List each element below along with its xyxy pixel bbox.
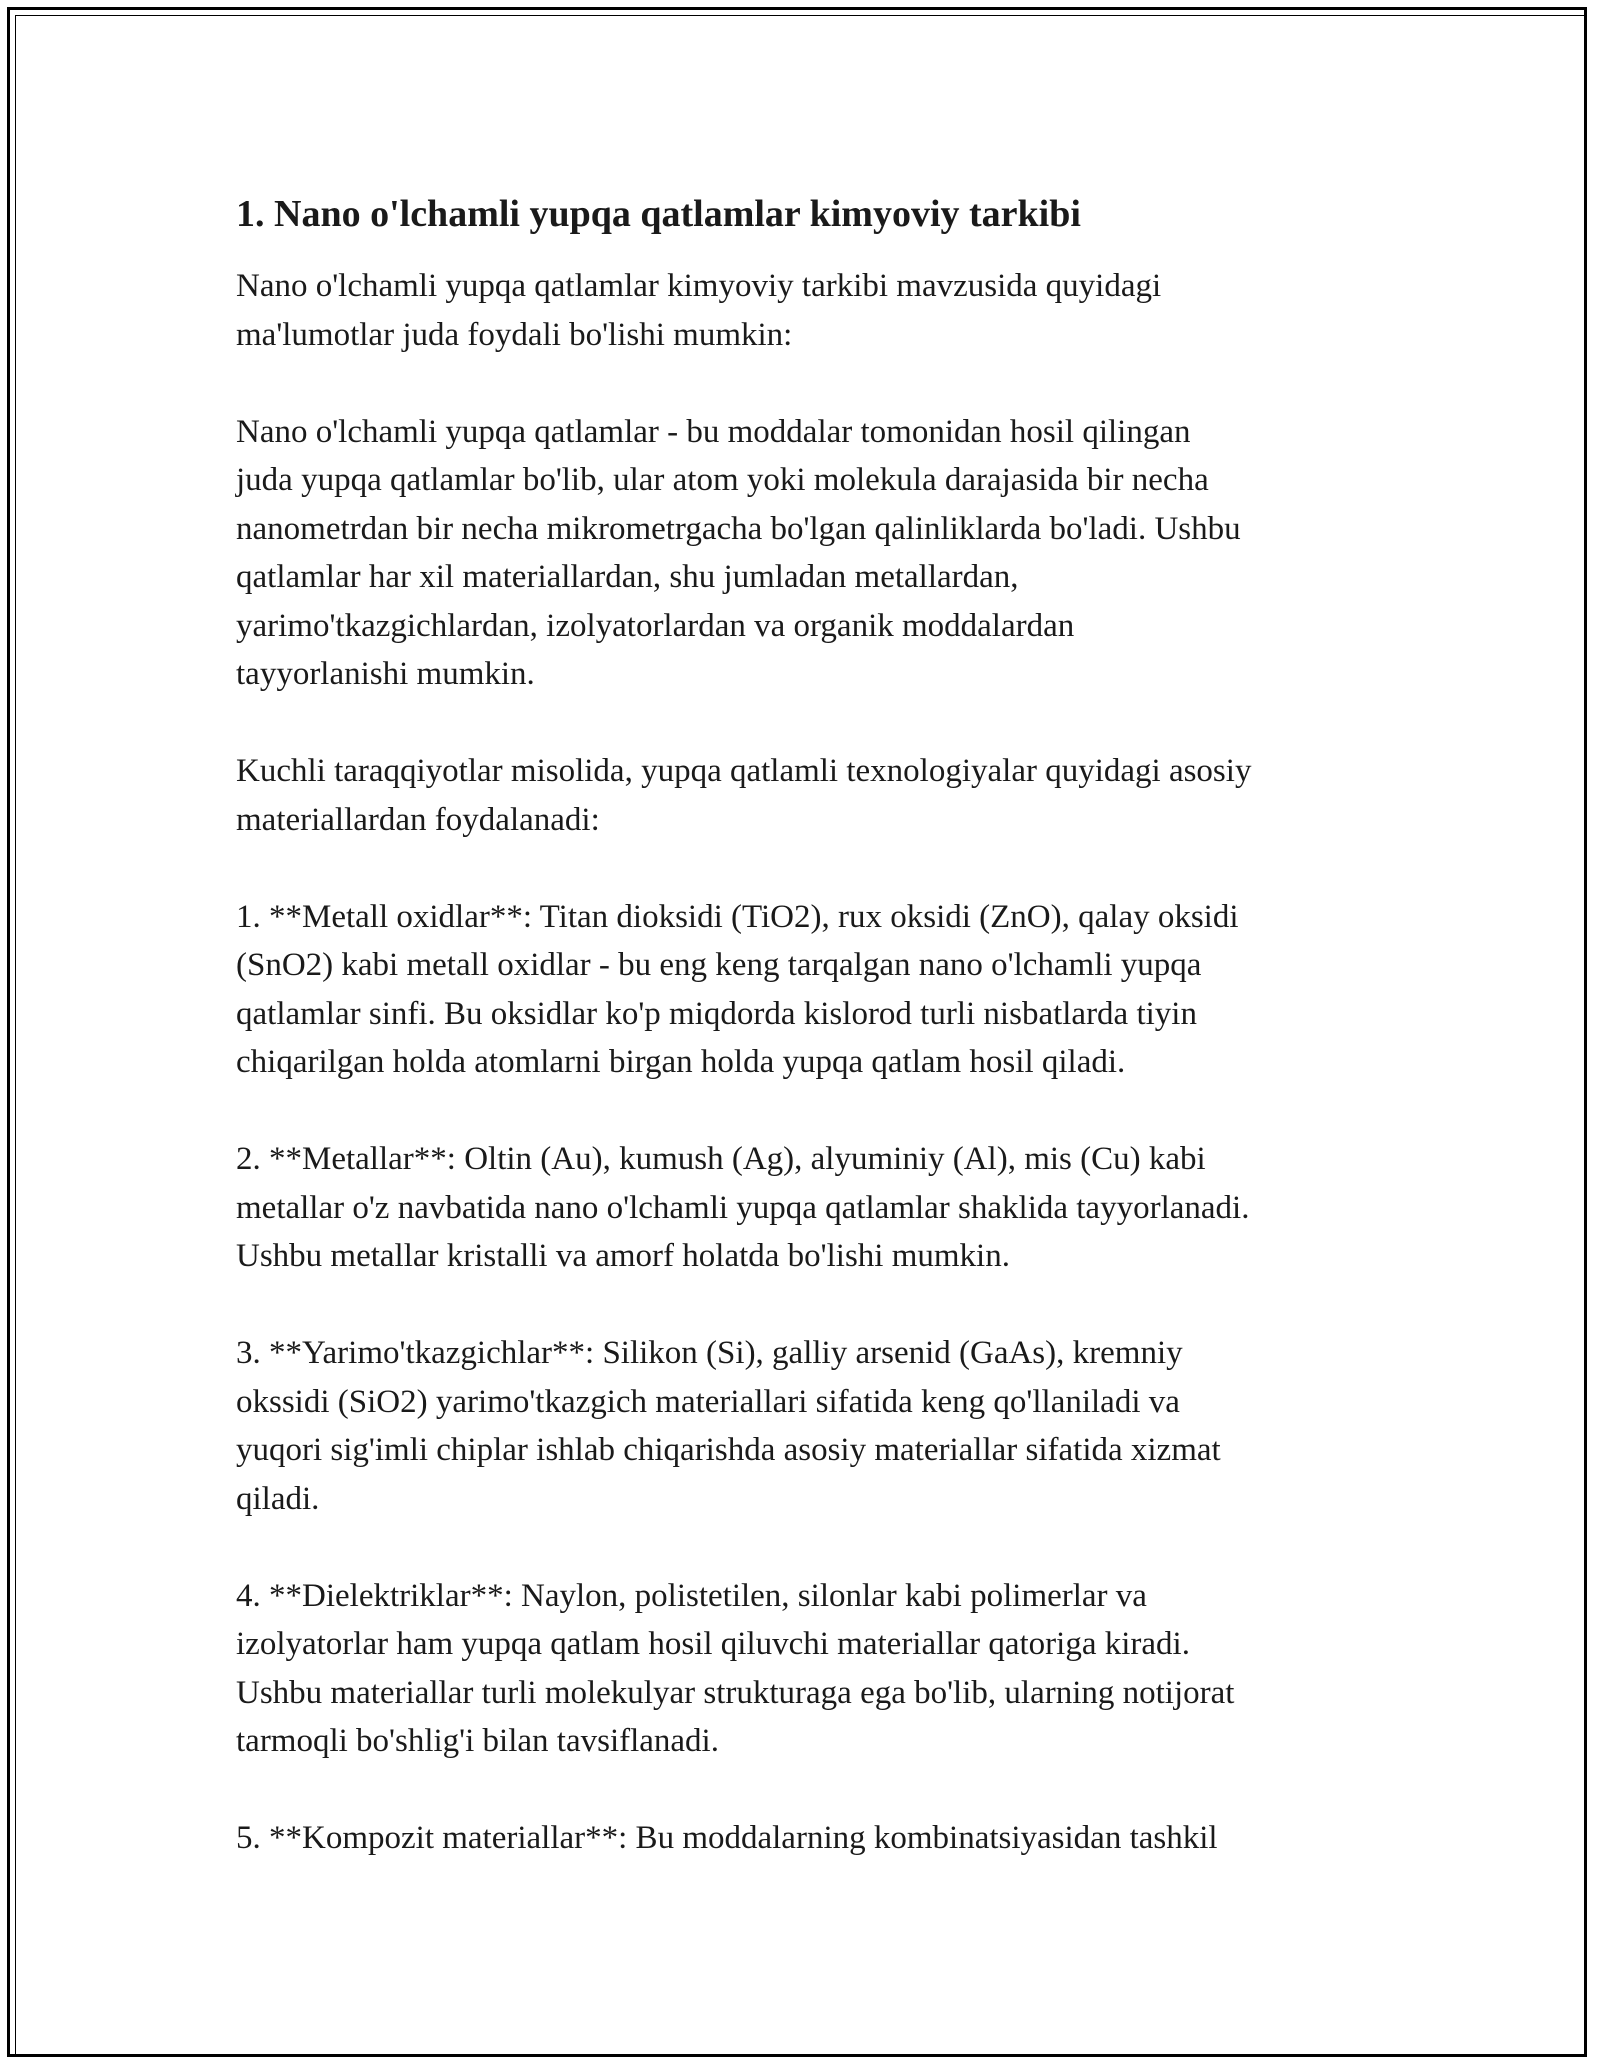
- text-line: 4. **Dielektriklar**: Naylon, polistetilen, silonlar kabi polimerlar va: [236, 1577, 1147, 1614]
- document-body: [236, 186, 1386, 1911]
- text-line: materiallardan foydalanadi:: [236, 801, 600, 838]
- document-heading: 1. Nano o'lchamli yupqa qatlamlar kimyoviy tarkibi: [236, 193, 1081, 235]
- text-line: Nano o'lchamli yupqa qatlamlar - bu moddalar tomonidan hosil qilingan: [236, 413, 1191, 450]
- text-line: tarmoqli bo'shlig'i bilan tavsiflanadi.: [236, 1723, 719, 1759]
- text-line: (SnO2) kabi metall oxidlar - bu eng keng tarqalgan nano o'lchamli yupqa: [236, 947, 1202, 983]
- text-line: qiladi.: [236, 1480, 320, 1517]
- text-line: 2. **Metallar**: Oltin (Au), kumush (Ag), alyuminiy (Al), mis (Cu) kabi: [236, 1141, 1206, 1177]
- text-line: nanometrdan bir necha mikrometrgacha bo'lgan qalinliklarda bo'ladi. Ushbu: [236, 510, 1241, 547]
- list-item-metal-oxides: [236, 893, 1386, 1087]
- list-item-dielectrics: [236, 1572, 1386, 1766]
- text-line: yarimo'tkazgichlardan, izolyatorlardan va organik moddalardan: [236, 607, 1075, 644]
- paragraph-intro: [236, 262, 1386, 359]
- paragraph-definition: [236, 408, 1386, 699]
- text-line: chiqarilgan holda atomlarni birgan holda yupqa qatlam hosil qiladi.: [236, 1044, 1126, 1080]
- list-item-composites: [236, 1814, 1386, 1863]
- text-line: qatlamlar sinfi. Bu oksidlar ko'p miqdorda kislorod turli nisbatlarda tiyin: [236, 995, 1197, 1032]
- paragraph-materials-intro: [236, 747, 1386, 844]
- text-line: ma'lumotlar juda foydali bo'lishi mumkin:: [236, 316, 793, 353]
- list-item-metals: [236, 1135, 1386, 1281]
- list-item-semiconductors: [236, 1329, 1386, 1523]
- text-line: tayyorlanishi mumkin.: [236, 656, 535, 692]
- text-line: Kuchli taraqqiyotlar misolida, yupqa qatlamli texnologiyalar quyidagi asosiy: [236, 753, 1252, 789]
- text-line: okssidi (SiO2) yarimo'tkazgich materiallari sifatida keng qo'llaniladi va: [236, 1383, 1180, 1420]
- text-line: 3. **Yarimo'tkazgichlar**: Silikon (Si), galliy arsenid (GaAs), kremniy: [236, 1335, 1183, 1371]
- text-line: Ushbu metallar kristalli va amorf holatda bo'lishi mumkin.: [236, 1238, 1010, 1274]
- text-line: izolyatorlar ham yupqa qatlam hosil qiluvchi materiallar qatoriga kiradi.: [236, 1626, 1190, 1662]
- text-line: qatlamlar har xil materiallardan, shu jumladan metallardan,: [236, 559, 1019, 595]
- text-line: metallar o'z navbatida nano o'lchamli yupqa qatlamlar shaklida tayyorlanadi.: [236, 1189, 1250, 1226]
- text-line: yuqori sig'imli chiplar ishlab chiqarishda asosiy materiallar sifatida xizmat: [236, 1432, 1221, 1468]
- text-line: Nano o'lchamli yupqa qatlamlar kimyoviy tarkibi mavzusida quyidagi: [236, 268, 1162, 304]
- text-line: 1. **Metall oxidlar**: Titan dioksidi (TiO2), rux oksidi (ZnO), qalay oksidi: [236, 898, 1239, 935]
- text-line: Ushbu materiallar turli molekulyar strukturaga ega bo'lib, ularning notijorat: [236, 1674, 1235, 1711]
- text-line: 5. **Kompozit materiallar**: Bu moddalarning kombinatsiyasidan tashkil: [236, 1820, 1218, 1856]
- text-line: juda yupqa qatlamlar bo'lib, ular atom yoki molekula darajasida bir necha: [236, 462, 1209, 498]
